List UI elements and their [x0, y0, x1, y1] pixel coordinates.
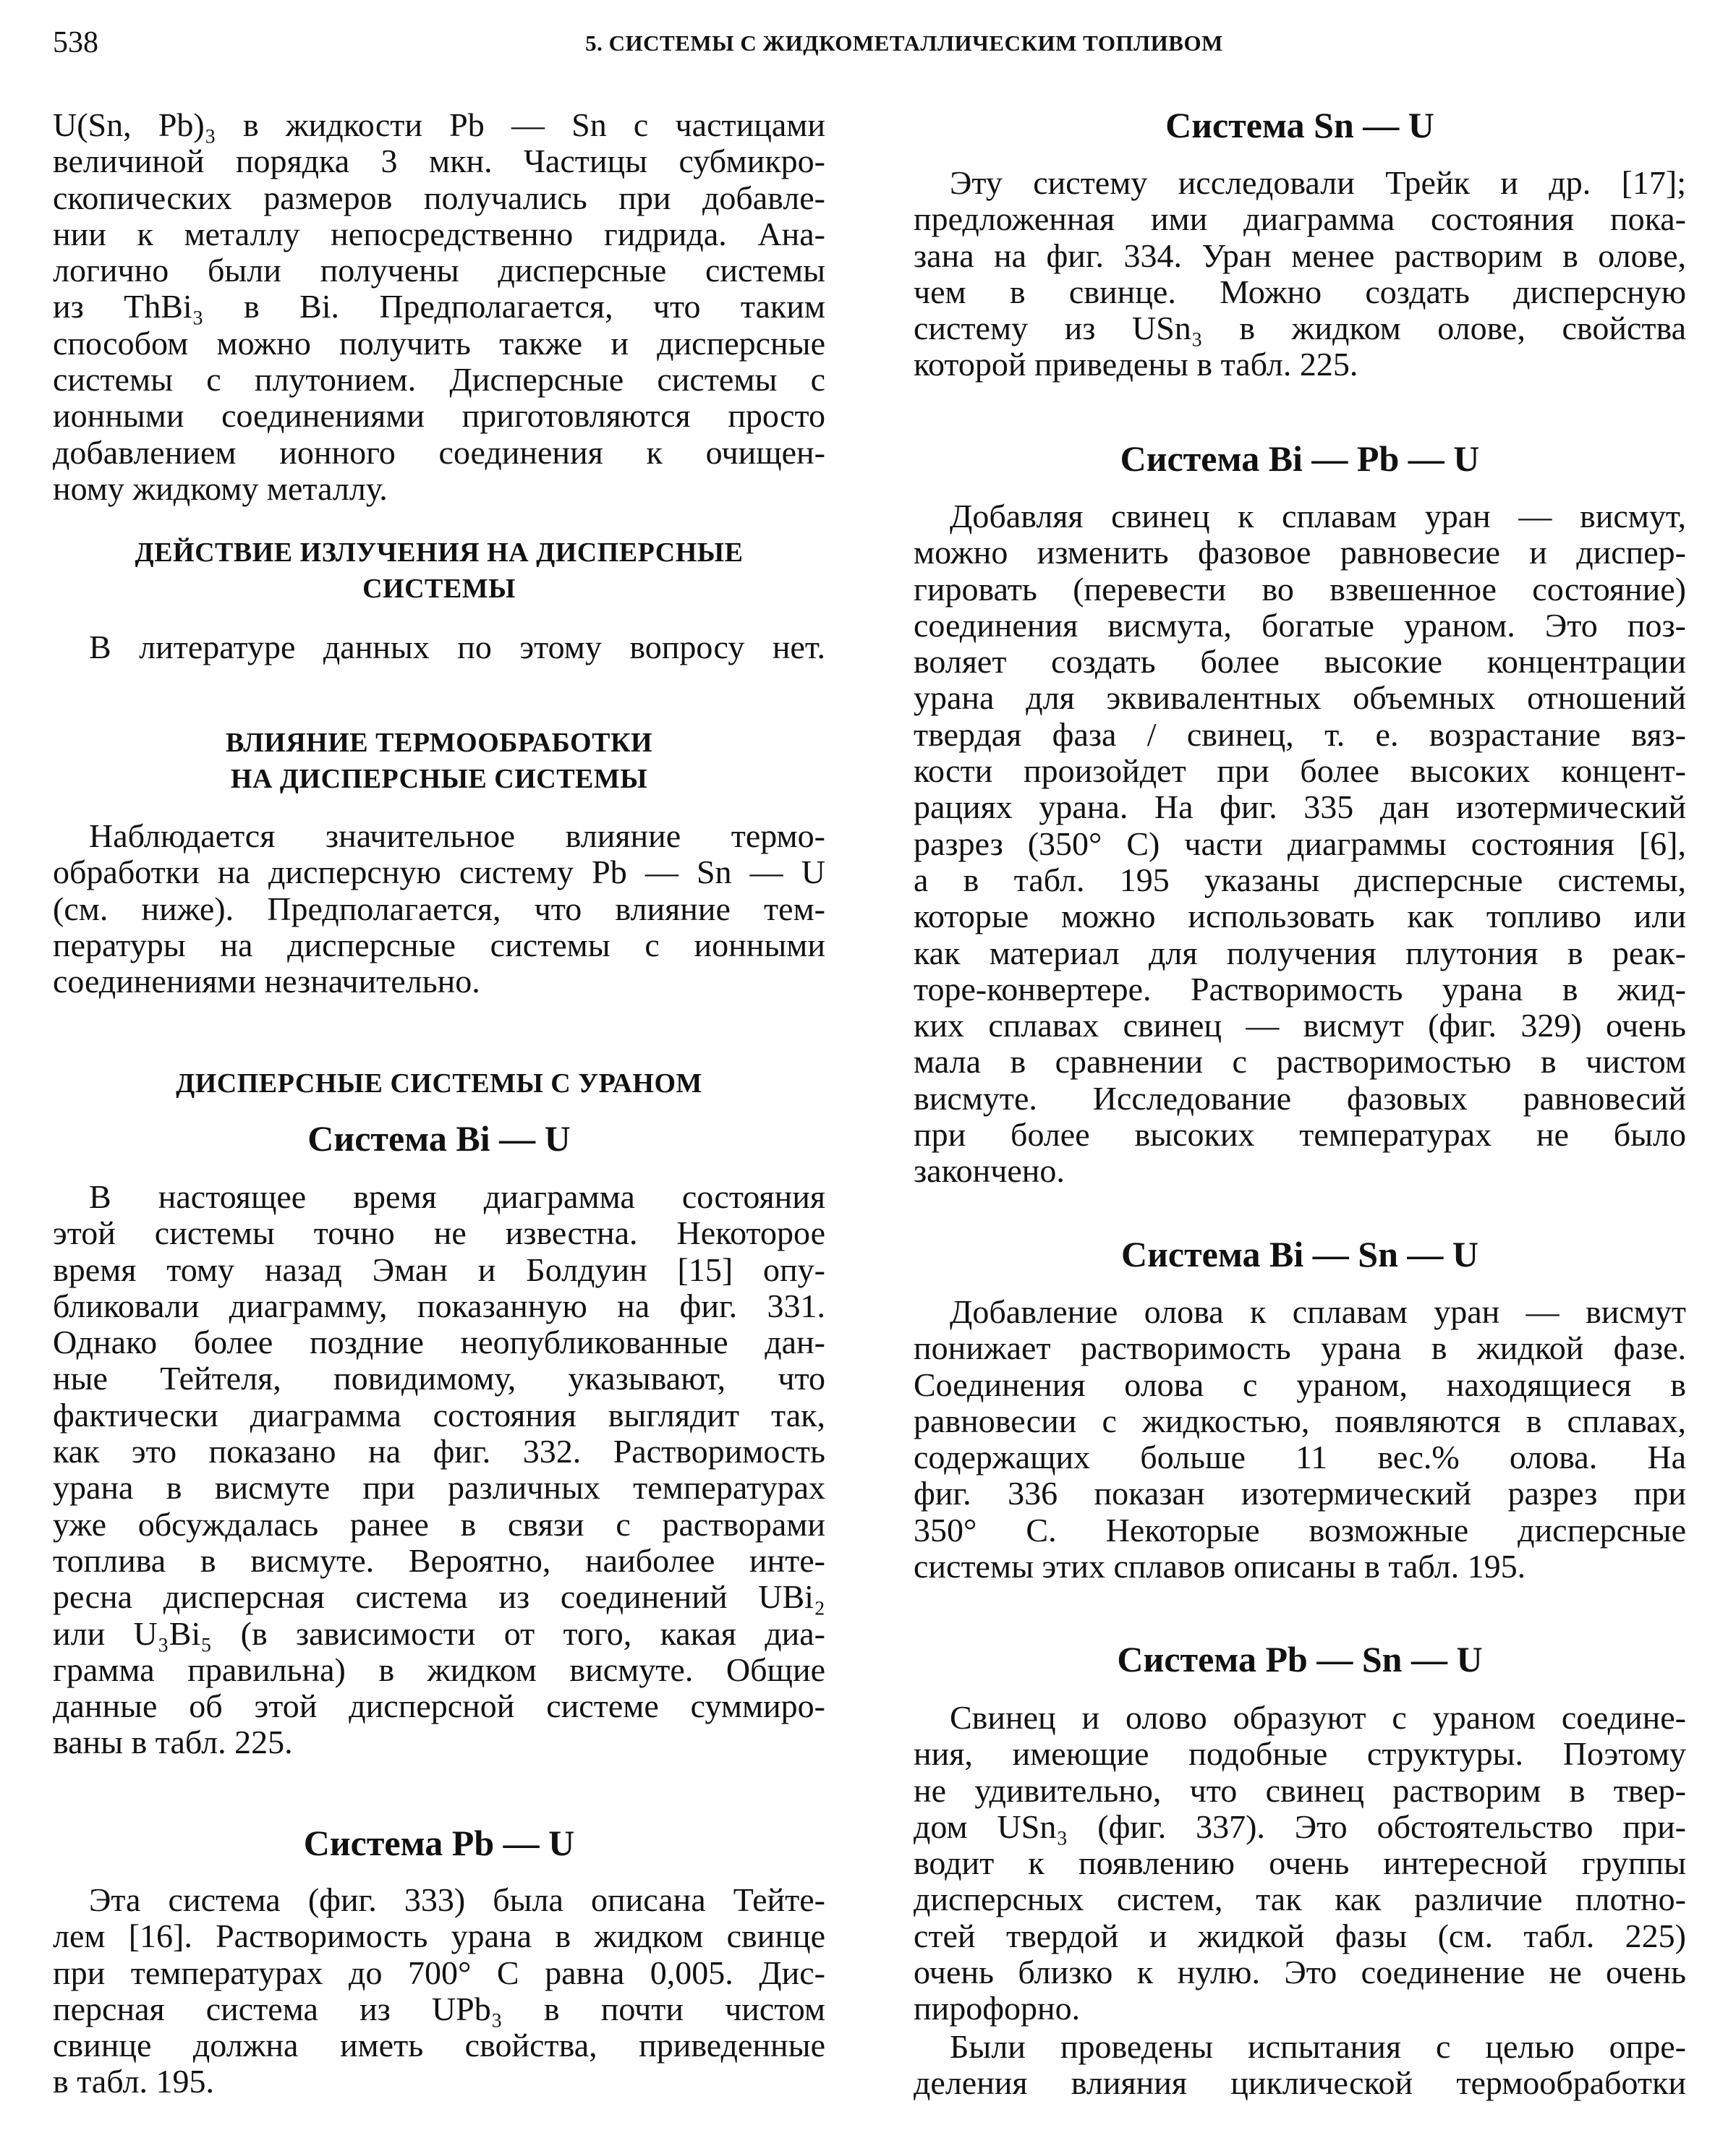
- paragraph: [53, 1882, 825, 2100]
- section-heading: [53, 725, 825, 798]
- text-line: предложенная ими диаграмма состояния пока-: [914, 200, 1686, 238]
- text-line: в табл. 195.: [53, 2063, 215, 2100]
- text-line: можно изменить фазовое равновесие и диспер-: [914, 534, 1686, 571]
- paragraph: [914, 1700, 1686, 2027]
- heading-line: Система Pb — U: [303, 1823, 575, 1863]
- text-line: фактически диаграмма состояния выглядит так,: [53, 1396, 825, 1434]
- text-line: Эту систему исследовали Трейк и др. [17];: [950, 164, 1686, 201]
- text-line: равновесии с жидкостью, появляются в сплавах,: [914, 1402, 1686, 1439]
- text-line: Свинец и олово образуют с ураном соедине-: [950, 1699, 1686, 1736]
- text-line: мала в сравнении с растворимостью в чистом: [914, 1043, 1686, 1081]
- text-line: зана на фиг. 334. Уран менее растворим в олове,: [914, 237, 1686, 274]
- text-line: Однако более поздние неопубликованные дан-: [53, 1324, 825, 1361]
- text-line: очень близко к нулю. Это соединение не очень: [914, 1954, 1686, 1991]
- text-line: способом можно получить также и дисперсные: [53, 324, 825, 362]
- text-line: чем в свинце. Можно создать дисперсную: [914, 273, 1686, 310]
- text-line: систему из USn₃ в жидком олове, свойства: [914, 310, 1686, 347]
- text-line: понижает растворимость урана в жидкой фазе.: [914, 1329, 1686, 1367]
- text-line: нии к металлу непосредственно гидрида. Ана-: [53, 215, 825, 252]
- paragraph: [914, 165, 1686, 383]
- paragraph: [914, 498, 1686, 1190]
- text-line: системы этих сплавов описаны в табл. 195.: [914, 1548, 1526, 1585]
- text-line: содержащих больше 11 вес.% олова. На: [914, 1439, 1686, 1476]
- text-line: персная система из UPb₃ в почти чистом: [53, 1990, 825, 2027]
- text-line: не удивительно, что свинец растворим в твер-: [914, 1771, 1686, 1809]
- text-line: разрез (350° С) части диаграммы состояния [6],: [914, 825, 1686, 862]
- text-line: топлива в висмуте. Вероятно, наиболее инте-: [53, 1541, 825, 1579]
- text-line: уже обсуждалась ранее в связи с растворами: [53, 1505, 825, 1543]
- text-line: Эта система (фиг. 333) была описана Тейте-: [89, 1881, 825, 1918]
- paragraph: [53, 1179, 825, 1761]
- text-line: которые можно использовать как топливо или: [914, 898, 1686, 935]
- paragraph: [53, 629, 825, 665]
- text-line: В настоящее время диаграмма состояния: [89, 1178, 825, 1215]
- text-line: фиг. 336 показан изотермический разрез при: [914, 1475, 1686, 1512]
- text-line: добавлением ионного соединения к очищен-: [53, 433, 825, 471]
- text-line: из ThBi₃ в Bi. Предполагается, что таким: [53, 288, 825, 325]
- subsection-heading: [53, 1824, 825, 1862]
- subsection-heading: [53, 1120, 825, 1157]
- text-line: (см. ниже). Предполагается, что влияние тем-: [53, 890, 825, 927]
- text-line: ния, имеющие подобные структуры. Поэтому: [914, 1735, 1686, 1773]
- text-line: а в табл. 195 указаны дисперсные системы,: [914, 861, 1686, 898]
- heading-line: ДИСПЕРСНЫЕ СИСТЕМЫ С УРАНОМ: [176, 1068, 702, 1099]
- text-line: время тому назад Эман и Болдуин [15] опу-: [53, 1251, 825, 1288]
- text-line: лем [16]. Растворимость урана в жидком свинце: [53, 1917, 825, 1955]
- text-line: ионными соединениями приготовляются просто: [53, 397, 825, 435]
- text-line: воляет создать более высокие концентрации: [914, 643, 1686, 681]
- text-line: скопических размеров получались при добавле-: [53, 179, 825, 216]
- text-line: которой приведены в табл. 225.: [914, 346, 1358, 383]
- paragraph: [914, 2029, 1686, 2102]
- text-line: закончено.: [914, 1152, 1065, 1190]
- text-line: величиной порядка 3 мкн. Частицы субмикро-: [53, 142, 825, 180]
- text-line: Добавляя свинец к сплавам уран — висмут,: [950, 498, 1686, 535]
- text-line: как материал для получения плутония в реак-: [914, 934, 1686, 971]
- subsection-heading: [914, 1640, 1686, 1678]
- text-line: грамма правильна) в жидком висмуте. Общие: [53, 1651, 825, 1688]
- subsection-heading: [914, 440, 1686, 477]
- text-line: системы с плутонием. Дисперсные системы с: [53, 361, 825, 399]
- text-line: данные об этой дисперсной системе суммиро-: [53, 1687, 825, 1725]
- heading-line: Система Sn — U: [1165, 105, 1434, 145]
- text-line: твердая фаза / свинец, т. е. возрастание вяз-: [914, 715, 1686, 753]
- text-line: урана для эквивалентных объемных отношений: [914, 679, 1686, 717]
- heading-line: Система Bi — Pb — U: [1120, 438, 1480, 479]
- text-line: пирофорно.: [914, 1990, 1081, 2027]
- text-line: свинце должна иметь свойства, приведенные: [53, 2027, 825, 2064]
- running-title: 5. СИСТЕМЫ С ЖИДКОМЕТАЛЛИЧЕСКИМ ТОПЛИВОМ: [585, 30, 1223, 56]
- text-line: Наблюдается значительное влияние термо-: [89, 817, 825, 854]
- text-line: гировать (перевести во взвешенное состояние): [914, 570, 1686, 608]
- text-line: соединения висмута, богатые ураном. Это поз-: [914, 606, 1686, 644]
- text-line: рациях урана. На фиг. 335 дан изотермический: [914, 788, 1686, 826]
- text-line: этой системы точно не известна. Некоторое: [53, 1214, 825, 1252]
- text-line: водит к появлению очень интересной группы: [914, 1844, 1686, 1882]
- text-line: Добавление олова к сплавам уран — висмут: [950, 1293, 1686, 1330]
- heading-line: ВЛИЯНИЕ ТЕРМООБРАБОТКИ: [225, 728, 653, 758]
- text-line: ресна дисперсная система из соединений UBi₂: [53, 1578, 825, 1616]
- page-number: 538: [53, 26, 98, 59]
- text-line: ному жидкому металлу.: [53, 469, 388, 507]
- text-line: соединениями незначительно.: [53, 963, 480, 1000]
- text-line: дисперсных систем, так как различие плотно-: [914, 1881, 1686, 1918]
- heading-line: Система Bi — Sn — U: [1120, 1234, 1479, 1274]
- text-line: или U₃Bi₅ (в зависимости от того, какая диа-: [53, 1614, 825, 1652]
- text-line: как это показано на фиг. 332. Растворимость: [53, 1433, 825, 1470]
- text-line: ваны в табл. 225.: [53, 1724, 293, 1761]
- section-heading: [53, 535, 825, 608]
- subsection-heading: [914, 106, 1686, 144]
- heading-line: СИСТЕМЫ: [362, 574, 516, 605]
- subsection-heading: [914, 1235, 1686, 1273]
- heading-line: ДЕЙСТВИЕ ИЗЛУЧЕНИЯ НА ДИСПЕРСНЫЕ: [135, 537, 744, 568]
- text-line: деления влияния циклической термообработки: [914, 2064, 1686, 2102]
- paragraph: [53, 107, 825, 507]
- text-line: стей твердой и жидкой фазы (см. табл. 225): [914, 1917, 1686, 1954]
- section-heading: [53, 1065, 825, 1102]
- text-line: Были проведены испытания с целью опре-: [950, 2028, 1686, 2065]
- heading-line: НА ДИСПЕРСНЫЕ СИСТЕМЫ: [230, 764, 648, 795]
- paragraph: [53, 818, 825, 1000]
- text-line: при более высоких температурах не было: [914, 1116, 1686, 1154]
- text-line: U(Sn, Pb)₃ в жидкости Pb — Sn с частицами: [53, 106, 825, 143]
- text-line: ные Тейтеля, повидимому, указывают, что: [53, 1360, 825, 1397]
- heading-line: Система Pb — Sn — U: [1117, 1639, 1483, 1679]
- text-line: 350° С. Некоторые возможные дисперсные: [914, 1511, 1686, 1549]
- text-line: урана в висмуте при различных температурах: [53, 1469, 825, 1507]
- text-line: кости произойдет при более высоких концент-: [914, 752, 1686, 790]
- text-line: торе-конвертере. Растворимость урана в жид-: [914, 970, 1686, 1008]
- text-line: дом USn₃ (фиг. 337). Это обстоятельство при-: [914, 1808, 1686, 1845]
- text-line: Соединения олова с ураном, находящиеся в: [914, 1366, 1686, 1403]
- text-line: бликовали диаграмму, показанную на фиг. 331.: [53, 1287, 825, 1324]
- text-line: висмуте. Исследование фазовых равновесий: [914, 1079, 1686, 1117]
- heading-line: Система Bi — U: [307, 1118, 571, 1159]
- text-line: при температурах до 700° С равна 0,005. Дис-: [53, 1954, 825, 1991]
- paragraph: [914, 1294, 1686, 1585]
- text-line: В литературе данных по этому вопросу нет.: [89, 629, 825, 665]
- text-line: ких сплавах свинец — висмут (фиг. 329) очень: [914, 1007, 1686, 1044]
- text-line: пературы на дисперсные системы с ионными: [53, 926, 825, 963]
- text-line: обработки на дисперсную систему Pb — Sn — U: [53, 853, 825, 891]
- text-line: логично были получены дисперсные системы: [53, 252, 825, 289]
